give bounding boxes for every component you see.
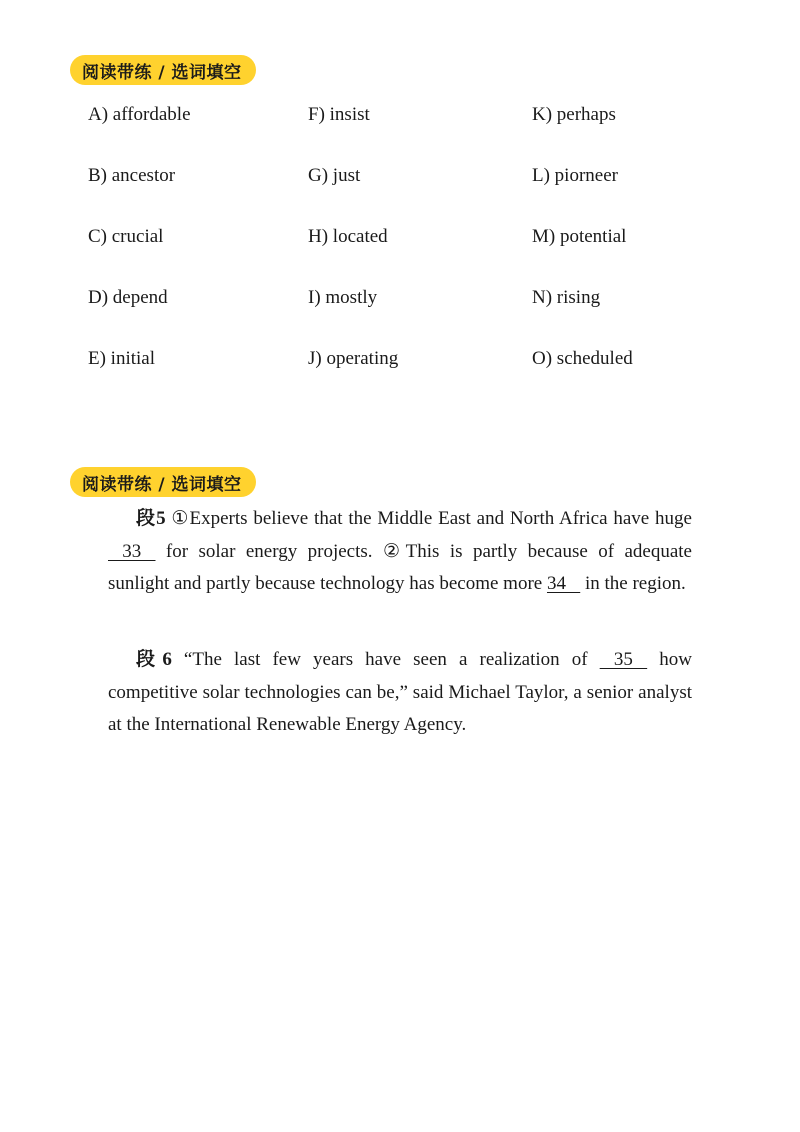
option-a: A) affordable (88, 104, 191, 125)
section-badge-word-bank (70, 55, 256, 85)
option-l: L) piorneer (532, 165, 618, 186)
option-c: C) crucial (88, 226, 164, 247)
paragraph-5 (108, 503, 692, 601)
option-o: O) scheduled (532, 348, 633, 369)
option-i: I) mostly (308, 287, 378, 308)
paragraph-text: in the region. (580, 573, 686, 594)
paragraph-number: 段5 (136, 508, 166, 529)
paragraph-text: how competitive solar technologies can be,” said Michael Taylor, a senior analyst at the International Renewable Energy Agency. (108, 649, 692, 735)
paragraph-6 (108, 644, 692, 742)
blank-34: 34 (546, 573, 581, 594)
section-badge-label: 阅读带练 / 选词填空 (82, 474, 242, 495)
option-b: B) ancestor (88, 165, 176, 186)
paragraph-number: 段6 (136, 649, 172, 670)
paragraph-text: “The last few years have seen a realization of (171, 649, 600, 670)
paragraph-text: ①Experts believe that the Middle East and North Africa have huge (165, 508, 692, 529)
option-d: D) depend (88, 287, 168, 308)
section-badge-label: 阅读带练 / 选词填空 (82, 62, 242, 83)
option-e: E) initial (88, 348, 156, 369)
option-k: K) perhaps (532, 104, 616, 125)
blank-33: 33 (108, 540, 156, 562)
option-h: H) located (308, 226, 388, 247)
option-j: J) operating (308, 348, 399, 369)
option-m: M) potential (532, 226, 627, 247)
section-badge-passage (70, 467, 256, 497)
blank-35: 35 (599, 649, 648, 670)
paragraph-text: for solar energy projects. ②This is partly because of adequate sunlight and partly because technology has become more (108, 540, 692, 594)
option-g: G) just (308, 165, 361, 186)
option-f: F) insist (308, 104, 370, 125)
option-n: N) rising (532, 287, 601, 308)
